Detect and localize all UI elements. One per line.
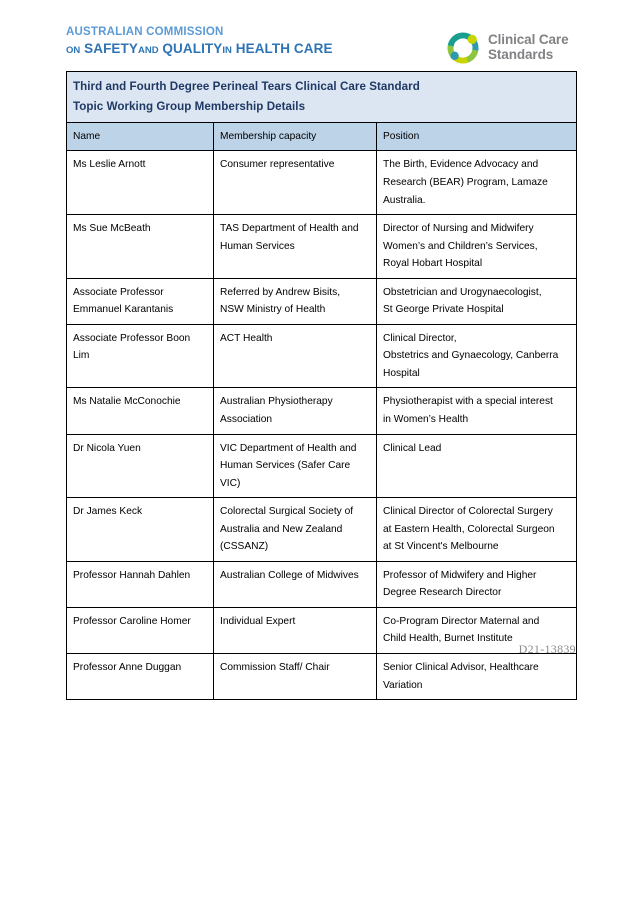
cell-name-line: Professor Caroline Homer [73,615,191,627]
cell-name [67,434,214,498]
cell-membership-capacity-line: TAS Department of Health and [220,223,359,235]
acsqhc-word-and: AND [137,44,159,56]
cell-name [67,498,214,562]
cell-membership-capacity-line: Consumer representative [220,159,335,171]
clinical-care-standards-logo [444,28,584,68]
cell-name [67,561,214,607]
cell-position-line: at Eastern Health, Colorectal Surgeon [383,523,555,535]
membership-rows [67,151,577,700]
cell-name [67,215,214,279]
cell-name-line: Ms Leslie Arnott [73,159,146,171]
cell-name [67,654,214,700]
acsqhc-word-in: IN [222,44,232,56]
cell-position-line: in Women’s Health [383,413,469,425]
document-reference: D21-13839 [518,642,576,656]
cell-membership-capacity-line: VIC Department of Health and [220,442,357,454]
cell-membership-capacity-line: Colorectal Surgical Society of [220,506,354,518]
acsqhc-word-quality: QUALITY [162,40,223,56]
table-row [67,151,577,215]
column-header-membership-capacity: Membership capacity [214,122,377,151]
clinical-care-standards-wordmark [488,32,569,62]
column-header-name: Name [67,122,214,151]
cell-position-line: Clinical Director of Colorectal Surgery [383,506,553,518]
table-row [67,654,577,700]
cell-membership-capacity-line: Human Services [220,240,295,252]
cell-name-line: Emmanuel Karantanis [73,304,174,316]
cell-position-line: Physiotherapist with a special interest [383,396,553,408]
cell-position-line: Degree Research Director [383,587,502,599]
cell-position [377,654,577,700]
cell-position [377,561,577,607]
column-header-position: Position [377,122,577,151]
cell-position-line: Senior Clinical Advisor, Healthcare [383,662,539,673]
table-title-line2: Topic Working Group Membership Details [73,99,306,113]
membership-table [66,71,577,700]
cell-name-line: Dr Nicola Yuen [73,442,141,454]
cell-name-line: Dr James Keck [73,506,143,518]
cell-membership-capacity-line: VIC) [220,477,241,489]
cell-position-line: Co-Program Director Maternal and [383,615,540,627]
acsqhc-word-healthcare: HEALTH CARE [235,40,333,56]
cell-membership-capacity [214,498,377,562]
cell-name [67,324,214,388]
cell-membership-capacity [214,434,377,498]
cell-name-line: Ms Sue McBeath [73,223,151,235]
cell-position [377,215,577,279]
cell-position-line: Child Health, Burnet Institute [383,633,513,645]
table-title-line1: Third and Fourth Degree Perineal Tears Clinical Care Standard [73,80,420,93]
membership-table-body [67,72,577,151]
table-row [67,434,577,498]
cell-name-line: Associate Professor [73,286,164,298]
cell-position [377,151,577,215]
cell-position-line: Director of Nursing and Midwifery [383,223,534,235]
cell-membership-capacity-line: Commission Staff/ Chair [220,662,330,673]
cell-position-line: Obstetrician and Urogynaecologist, [383,286,542,298]
cell-position-line: Clinical Director, [383,332,457,344]
cell-position-line: The Birth, Evidence Advocacy and [383,159,539,171]
cell-membership-capacity [214,215,377,279]
cell-name-line: Associate Professor Boon [73,332,191,344]
acsqhc-word-on: ON [66,44,81,56]
acsqhc-logo-line1: AUSTRALIAN COMMISSION [66,26,224,38]
cell-membership-capacity [214,151,377,215]
cell-position-line: Australia. [383,194,426,206]
cell-membership-capacity-line: Referred by Andrew Bisits, [220,286,341,298]
cell-name [67,151,214,215]
cell-membership-capacity-line: Australia and New Zealand [220,523,343,535]
cell-position-line: Clinical Lead [383,442,442,454]
cell-membership-capacity-line: NSW Ministry of Health [220,304,326,316]
cell-position [377,434,577,498]
table-title-row [67,72,577,123]
cell-membership-capacity [214,654,377,700]
cell-position-line: Royal Hobart Hospital [383,258,483,270]
table-row [67,498,577,562]
cell-membership-capacity-line: ACT Health [220,332,273,344]
masthead [0,0,635,70]
cell-membership-capacity [214,278,377,324]
cell-position-line: Obstetrics and Gynaecology, Canberra [383,350,559,362]
cell-membership-capacity-line: Australian Physiotherapy [220,396,333,408]
table-header-row [67,122,577,151]
table-row [67,324,577,388]
cell-position [377,324,577,388]
table-title-cell [67,72,577,123]
cell-position [377,278,577,324]
cell-name [67,278,214,324]
ccs-wordmark-line1: Clinical Care [488,32,569,47]
cell-position-line: Hospital [383,367,420,379]
cell-membership-capacity-line: Australian College of Midwives [220,569,359,581]
acsqhc-logo [66,27,333,55]
cell-name-line: Ms Natalie McConochie [73,396,181,408]
cell-position-line: Variation [383,679,423,691]
cell-name-line: Lim [73,350,90,362]
table-row [67,278,577,324]
cell-membership-capacity [214,388,377,434]
cell-membership-capacity [214,324,377,388]
cell-membership-capacity-line: Association [220,413,273,425]
cell-membership-capacity-line: Human Services (Safer Care [220,460,351,472]
table-row [67,215,577,279]
acsqhc-word-safety: SAFETY [84,40,138,56]
cell-position [377,388,577,434]
cell-position-line: Professor of Midwifery and Higher [383,569,537,581]
cell-position-line: St George Private Hospital [383,304,504,316]
acsqhc-logo-line2 [66,42,333,56]
cell-membership-capacity [214,561,377,607]
cell-membership-capacity-line: (CSSANZ) [220,541,269,553]
cell-position-line: Women’s and Children’s Services, [383,240,538,252]
clinical-care-standards-ring-icon [444,29,482,67]
table-row [67,561,577,607]
cell-position-line: at St Vincent's Melbourne [383,541,499,553]
table-row [67,388,577,434]
ccs-wordmark-line2: Standards [488,47,554,63]
cell-position-line: Research (BEAR) Program, Lamaze [383,176,548,188]
cell-name-line: Professor Hannah Dahlen [73,569,191,581]
cell-name-line: Professor Anne Duggan [73,662,182,673]
cell-membership-capacity-line: Individual Expert [220,615,296,627]
cell-position [377,498,577,562]
cell-name [67,388,214,434]
